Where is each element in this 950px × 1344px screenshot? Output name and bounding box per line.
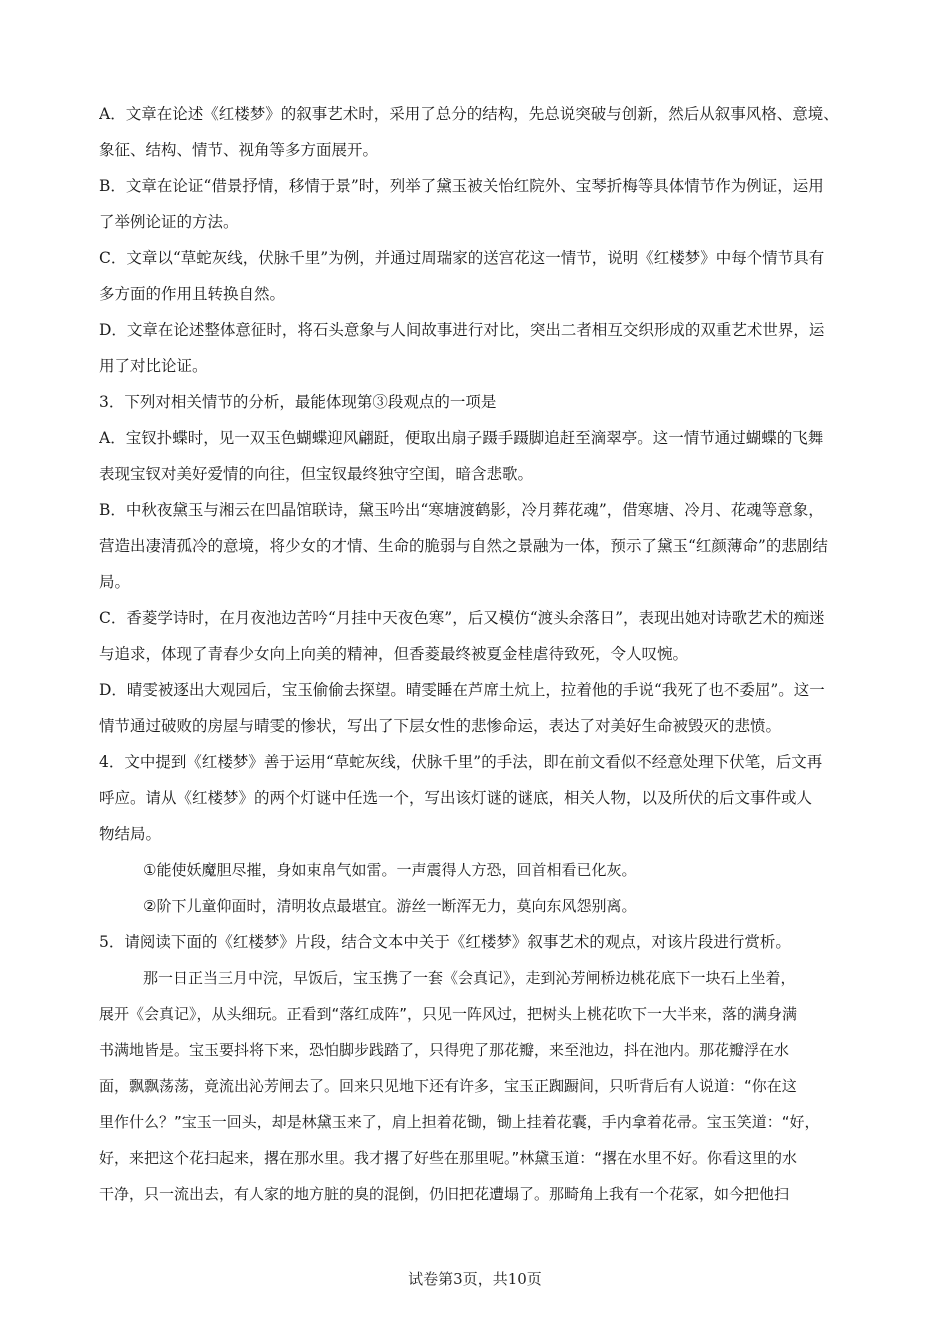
text-line: 了举例论证的方法。: [99, 213, 239, 231]
question-5: [99, 924, 859, 1212]
text-line: 3．下列对相关情节的分析，最能体现第③段观点的一项是: [99, 393, 497, 411]
passage-line: 书满地皆是。宝玉要抖将下来，恐怕脚步践踏了，只得兜了那花瓣，来至池边，抖在池内。那花瓣浮在水: [99, 1041, 790, 1059]
text-line: 呼应。请从《红楼梦》的两个灯谜中任选一个，写出该灯谜的谜底，相关人物，以及所伏的后文事件或人: [99, 789, 813, 807]
page-content: [99, 96, 859, 1212]
text-line: D．文章在论述整体意征时，将石头意象与人间故事进行对比，突出二者相互交织形成的双重艺术世界，运: [99, 321, 825, 339]
q3-option-b: [99, 492, 859, 600]
q2-option-d: [99, 312, 859, 384]
q3-option-c: [99, 600, 859, 672]
passage-line: 展开《会真记》，从头细玩。正看到“落红成阵”，只见一阵风过，把树头上桃花吹下一大半来，落的满身满: [99, 1005, 798, 1023]
passage-line: 干净，只一流出去，有人家的地方脏的臭的混倒，仍旧把花遭塌了。那畸角上我有一个花冢，如今把他扫: [99, 1185, 790, 1203]
question-4: [99, 744, 859, 924]
text-line: 多方面的作用且转换自然。: [99, 285, 286, 303]
q4-riddles: [99, 852, 859, 924]
text-line: 情节通过破败的房屋与晴雯的惨状，写出了下层女性的悲惨命运，表达了对美好生命被毁灭的悲愤。: [99, 717, 782, 735]
text-line: B．文章在论证“借景抒情，移情于景”时，列举了黛玉被关怡红院外、宝琴折梅等具体情节作为例证，运用: [99, 177, 824, 195]
text-line: A．文章在论述《红楼梦》的叙事艺术时，采用了总分的结构，先总说突破与创新，然后从叙事风格、意境、: [99, 105, 839, 123]
q2-option-a: [99, 96, 859, 168]
text-line: 与追求，体现了青春少女向上向美的精神，但香菱最终被夏金桂虐待致死，令人叹惋。: [99, 645, 689, 663]
text-line: C．文章以“草蛇灰线，伏脉千里”为例，并通过周瑞家的送宫花这一情节，说明《红楼梦》中每个情节具有: [99, 249, 825, 267]
text-line: 5．请阅读下面的《红楼梦》片段，结合文本中关于《红楼梦》叙事艺术的观点，对该片段进行赏析。: [99, 933, 791, 951]
q3-option-d: [99, 672, 859, 744]
passage-line: 里作什么？”宝玉一回头，却是林黛玉来了，肩上担着花锄，锄上挂着花囊，手内拿着花帚。宝玉笑道：“好，: [99, 1113, 820, 1131]
text-line: D．晴雯被逐出大观园后，宝玉偷偷去探望。晴雯睡在芦席土炕上，拉着他的手说“我死了也不委屈”。这一: [99, 681, 825, 699]
passage-line: 好，来把这个花扫起来，撂在那水里。我才撂了好些在那里呢。”林黛玉道：“撂在水里不好。你看这里的水: [99, 1149, 798, 1167]
text-line: 物结局。: [99, 825, 162, 843]
passage-line: 那一日正当三月中浣，早饭后，宝玉携了一套《会真记》，走到沁芳闸桥边桃花底下一块石上坐着，: [143, 969, 796, 987]
q3-option-a: [99, 420, 859, 492]
page-footer: 试卷第3页，共10页: [408, 1270, 542, 1288]
q2-option-c: [99, 240, 859, 312]
riddle-2: ②阶下儿童仰面时，清明妆点最堪宜。游丝一断浑无力，莫向东风怨别离。: [143, 897, 637, 915]
text-line: 表现宝钗对美好爱情的向往，但宝钗最终独守空闺，暗含悲歌。: [99, 465, 534, 483]
q3-stem: [99, 384, 859, 420]
text-line: 象征、结构、情节、视角等多方面展开。: [99, 141, 379, 159]
text-line: C．香菱学诗时，在月夜池边苦吟“月挂中天夜色寒”，后又模仿“渡头余落日”，表现出她对诗歌艺术的痴迷: [99, 609, 825, 627]
passage-line: 面，飘飘荡荡，竟流出沁芳闸去了。回来只见地下还有许多，宝玉正踟蹰间，只听背后有人说道：“你在这: [99, 1077, 797, 1095]
text-line: 用了对比论证。: [99, 357, 208, 375]
question-3: [99, 384, 859, 744]
text-line: 营造出凄清孤冷的意境，将少女的才情、生命的脆弱与自然之景融为一体，预示了黛玉“红颜薄命”的悲剧结: [99, 537, 828, 555]
q5-stem: [99, 924, 859, 960]
q2-options: [99, 96, 859, 384]
q4-stem: [99, 744, 859, 852]
q5-passage: [99, 960, 859, 1212]
text-line: 局。: [99, 573, 131, 591]
q2-option-b: [99, 168, 859, 240]
text-line: B．中秋夜黛玉与湘云在凹晶馆联诗，黛玉吟出“寒塘渡鹤影，冷月葬花魂”，借寒塘、冷月、花魂等意象，: [99, 501, 824, 519]
text-line: 4．文中提到《红楼梦》善于运用“草蛇灰线，伏脉千里”的手法，即在前文看似不经意处理下伏笔，后文再: [99, 753, 823, 771]
text-line: A．宝钗扑蝶时，见一双玉色蝴蝶迎风翩跹，便取出扇子蹑手蹑脚追赶至滴翠亭。这一情节通过蝴蝶的飞舞: [99, 429, 824, 447]
riddle-1: ①能使妖魔胆尽摧，身如束帛气如雷。一声震得人方恐，回首相看已化灰。: [143, 861, 637, 879]
